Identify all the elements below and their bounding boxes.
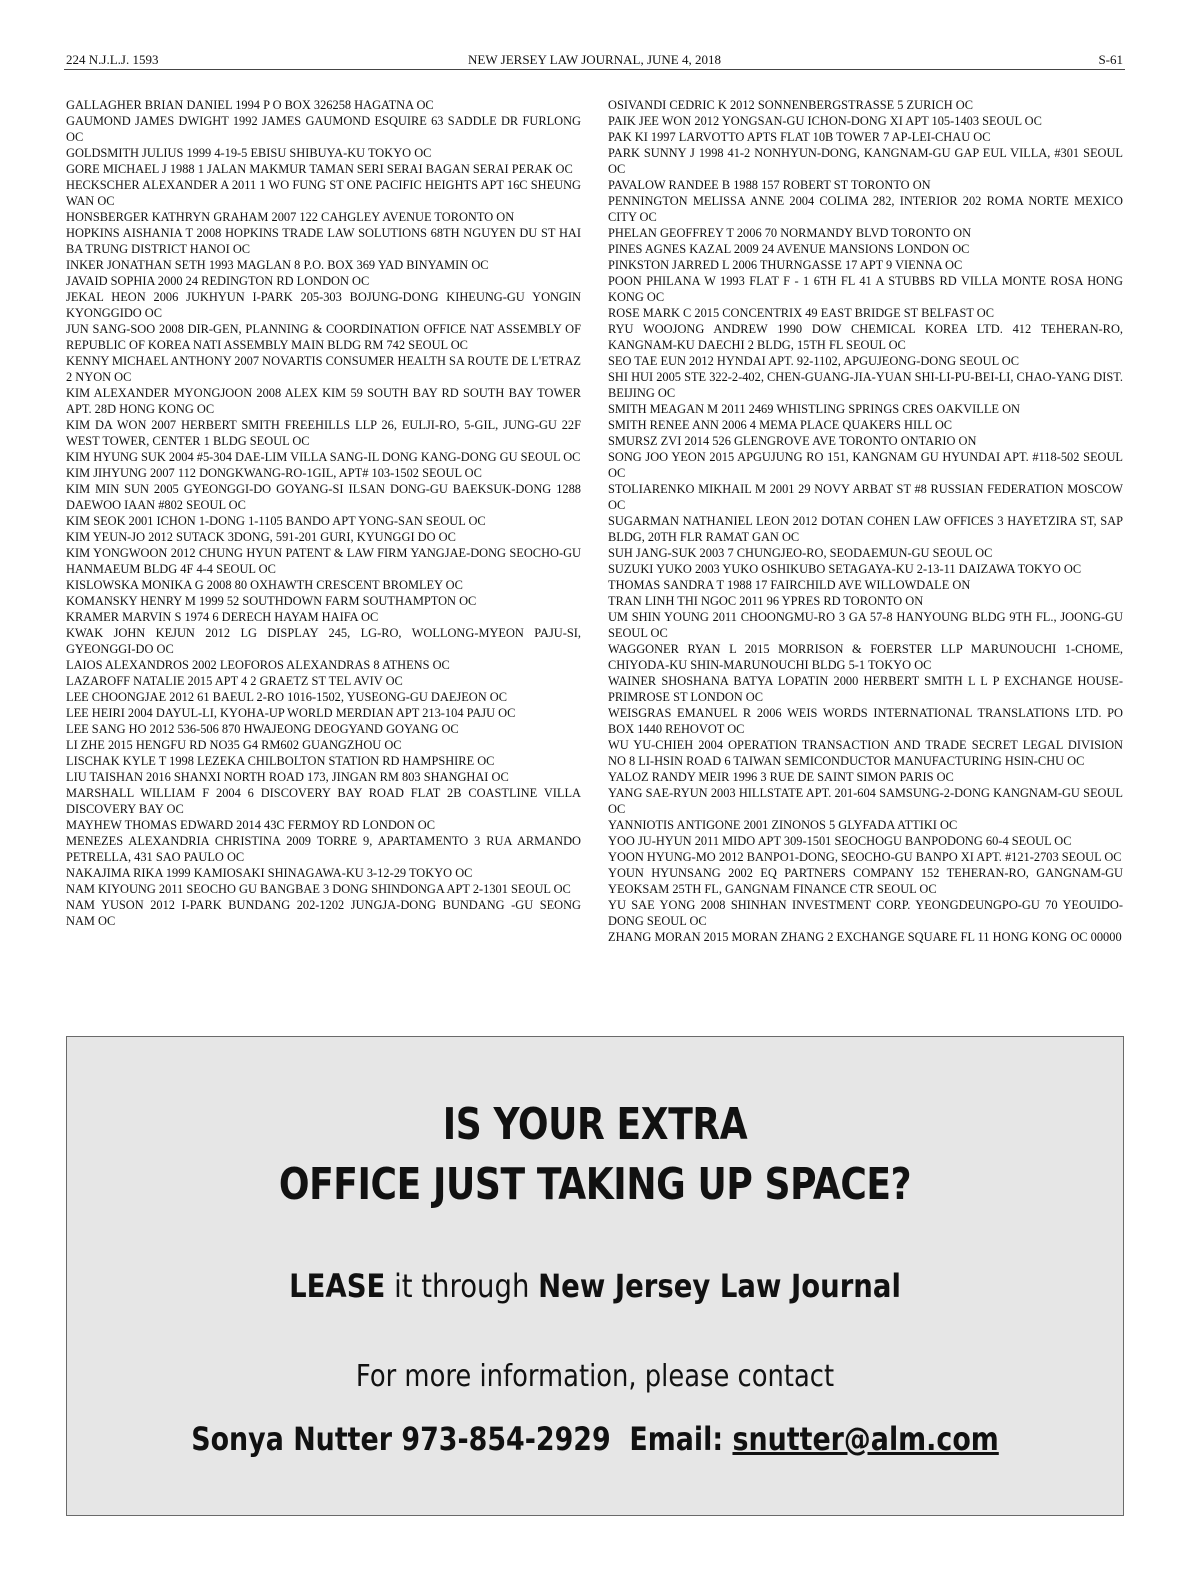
directory-entry: SEO TAE EUN 2012 HYNDAI APT. 92-1102, APGUJEONG-DONG SEOUL OC bbox=[608, 354, 1019, 368]
header-page-number: S-61 bbox=[1098, 52, 1123, 67]
directory-entry: YU SAE YONG 2008 SHINHAN INVESTMENT CORP. YEONGDEUNGPO-GU 70 YEOUIDO-DONG SEOUL OC bbox=[608, 898, 1123, 928]
directory-entry: YALOZ RANDY MEIR 1996 3 RUE DE SAINT SIMON PARIS OC bbox=[608, 770, 954, 784]
directory-entry: LISCHAK KYLE T 1998 LEZEKA CHILBOLTON STATION RD HAMPSHIRE OC bbox=[66, 754, 495, 768]
ad-headline-line-1: IS YOUR EXTRA bbox=[442, 1099, 748, 1150]
directory-entry: YOON HYUNG-MO 2012 BANPO1-DONG, SEOCHO-GU BANPO XI APT. #121-2703 SEOUL OC bbox=[608, 850, 1122, 864]
directory-entry: PINKSTON JARRED L 2006 THURNGASSE 17 APT 9 VIENNA OC bbox=[608, 258, 963, 272]
left-column bbox=[66, 97, 581, 929]
directory-entry: MENEZES ALEXANDRIA CHRISTINA 2009 TORRE 9, APARTAMENTO 3 RUA ARMANDO PETRELLA, 431 SAO PAULO OC bbox=[66, 834, 581, 864]
directory-entry: KIM SEOK 2001 ICHON 1-DONG 1-1105 BANDO APT YONG-SAN SEOUL OC bbox=[66, 514, 486, 528]
ad-lease-line bbox=[141, 1267, 1049, 1305]
ad-info-line: For more information, please contact bbox=[355, 1359, 835, 1394]
lease-advertisement bbox=[66, 1036, 1124, 1516]
ad-contact-name-phone: Sonya Nutter 973-854-2929 bbox=[191, 1420, 611, 1458]
directory-entry: KWAK JOHN KEJUN 2012 LG DISPLAY 245, LG-RO, WOLLONG-MYEON PAJU-SI, GYEONGGI-DO OC bbox=[66, 626, 581, 656]
directory-entry: SONG JOO YEON 2015 APGUJUNG RO 151, KANGNAM GU HYUNDAI APT. #118-502 SEOUL OC bbox=[608, 450, 1123, 480]
directory-entry: PAIK JEE WON 2012 YONGSAN-GU ICHON-DONG XI APT 105-1403 SEOUL OC bbox=[608, 114, 1042, 128]
directory-entry: OSIVANDI CEDRIC K 2012 SONNENBERGSTRASSE 5 ZURICH OC bbox=[608, 98, 973, 112]
directory-entry: GALLAGHER BRIAN DANIEL 1994 P O BOX 326258 HAGATNA OC bbox=[66, 98, 434, 112]
directory-entry: KENNY MICHAEL ANTHONY 2007 NOVARTIS CONSUMER HEALTH SA ROUTE DE L'ETRAZ 2 NYON OC bbox=[66, 354, 582, 384]
directory-entry: KIM ALEXANDER MYONGJOON 2008 ALEX KIM 59 SOUTH BAY RD SOUTH BAY TOWER APT. 28D HONG KONG OC bbox=[66, 386, 581, 416]
directory-entry: WU YU-CHIEH 2004 OPERATION TRANSACTION AND TRADE SECRET LEGAL DIVISION NO 8 LI-HSIN ROAD 6 TAIWAN SEMICONDUCTOR MANUFACTURING HSIN-CHU OC bbox=[608, 738, 1123, 768]
directory-entry: KIM JIHYUNG 2007 112 DONGKWANG-RO-1GIL, APT# 103-1502 SEOUL OC bbox=[66, 466, 482, 480]
directory-entry: LEE SANG HO 2012 536-506 870 HWAJEONG DEOGYAND GOYANG OC bbox=[66, 722, 459, 736]
ad-email-link[interactable]: snutter@alm.com bbox=[732, 1420, 999, 1458]
directory-entry: WEISGRAS EMANUEL R 2006 WEIS WORDS INTERNATIONAL TRANSLATIONS LTD. PO BOX 1440 REHOVOT OC bbox=[608, 706, 1123, 736]
directory-entry: SMITH MEAGAN M 2011 2469 WHISTLING SPRINGS CRES OAKVILLE ON bbox=[608, 402, 1020, 416]
directory-entry: SMITH RENEE ANN 2006 4 MEMA PLACE QUAKERS HILL OC bbox=[608, 418, 953, 432]
directory-entry: JEKAL HEON 2006 JUKHYUN I-PARK 205-303 BOJUNG-DONG KIHEUNG-GU YONGIN KYONGGIDO OC bbox=[66, 290, 581, 320]
right-column bbox=[608, 97, 1123, 945]
directory-entry: KIM YONGWOON 2012 CHUNG HYUN PATENT & LAW FIRM YANGJAE-DONG SEOCHO-GU HANMAEUM BLDG 4F 4-4 SEOUL OC bbox=[66, 546, 581, 576]
directory-entry: MARSHALL WILLIAM F 2004 6 DISCOVERY BAY ROAD FLAT 2B COASTLINE VILLA DISCOVERY BAY OC bbox=[66, 786, 581, 816]
directory-entry: SUGARMAN NATHANIEL LEON 2012 DOTAN COHEN LAW OFFICES 3 HAYETZIRA ST, SAP BLDG, 20TH FLR RAMAT GAN OC bbox=[608, 514, 1123, 544]
directory-entry: POON PHILANA W 1993 FLAT F - 1 6TH FL 41 A STUBBS RD VILLA MONTE ROSA HONG KONG OC bbox=[608, 274, 1123, 304]
directory-entry: YANNIOTIS ANTIGONE 2001 ZINONOS 5 GLYFADA ATTIKI OC bbox=[608, 818, 958, 832]
header-citation: 224 N.J.L.J. 1593 bbox=[66, 52, 159, 67]
directory-entry: NAM KIYOUNG 2011 SEOCHO GU BANGBAE 3 DONG SHINDONGA APT 2-1301 SEOUL OC bbox=[66, 882, 571, 896]
directory-entry: MAYHEW THOMAS EDWARD 2014 43C FERMOY RD LONDON OC bbox=[66, 818, 435, 832]
directory-entry: LAIOS ALEXANDROS 2002 LEOFOROS ALEXANDRAS 8 ATHENS OC bbox=[66, 658, 450, 672]
ad-lease-word: LEASE bbox=[289, 1267, 386, 1305]
directory-entry: YOO JU-HYUN 2011 MIDO APT 309-1501 SEOCHOGU BANPODONG 60-4 SEOUL OC bbox=[608, 834, 1072, 848]
directory-entry: RYU WOOJONG ANDREW 1990 DOW CHEMICAL KOREA LTD. 412 TEHERAN-RO, KANGNAM-KU DAECHI 2 BLDG, 15TH FL SEOUL OC bbox=[608, 322, 1123, 352]
ad-contact-line bbox=[151, 1420, 1038, 1458]
ad-brand-name: New Jersey Law Journal bbox=[538, 1267, 901, 1305]
directory-entry: LEE CHOONGJAE 2012 61 BAEUL 2-RO 1016-1502, YUSEONG-GU DAEJEON OC bbox=[66, 690, 507, 704]
directory-entry: HECKSCHER ALEXANDER A 2011 1 WO FUNG ST ONE PACIFIC HEIGHTS APT 16C SHEUNG WAN OC bbox=[66, 178, 581, 208]
directory-entry: LEE HEIRI 2004 DAYUL-LI, KYOHA-UP WORLD MERDIAN APT 213-104 PAJU OC bbox=[66, 706, 516, 720]
directory-entry: NAM YUSON 2012 I-PARK BUNDANG 202-1202 JUNGJA-DONG BUNDANG -GU SEONG NAM OC bbox=[66, 898, 581, 928]
directory-entry: LIU TAISHAN 2016 SHANXI NORTH ROAD 173, JINGAN RM 803 SHANGHAI OC bbox=[66, 770, 509, 784]
directory-entry: HONSBERGER KATHRYN GRAHAM 2007 122 CAHGLEY AVENUE TORONTO ON bbox=[66, 210, 515, 224]
directory-entry: KRAMER MARVIN S 1974 6 DERECH HAYAM HAIFA OC bbox=[66, 610, 379, 624]
directory-entry: PAK KI 1997 LARVOTTO APTS FLAT 10B TOWER 7 AP-LEI-CHAU OC bbox=[608, 130, 991, 144]
page-header bbox=[64, 50, 1125, 70]
directory-entry: LI ZHE 2015 HENGFU RD NO35 G4 RM602 GUANGZHOU OC bbox=[66, 738, 402, 752]
ad-email-label: Email: bbox=[629, 1420, 724, 1458]
directory-entry: PARK SUNNY J 1998 41-2 NONHYUN-DONG, KANGNAM-GU GAP EUL VILLA, #301 SEOUL OC bbox=[608, 146, 1123, 176]
directory-entry: PENNINGTON MELISSA ANNE 2004 COLIMA 282, INTERIOR 202 ROMA NORTE MEXICO CITY OC bbox=[608, 194, 1123, 224]
directory-entry: UM SHIN YOUNG 2011 CHOONGMU-RO 3 GA 57-8 HANYOUNG BLDG 9TH FL., JOONG-GU SEOUL OC bbox=[608, 610, 1123, 640]
directory-entry: GAUMOND JAMES DWIGHT 1992 JAMES GAUMOND ESQUIRE 63 SADDLE DR FURLONG OC bbox=[66, 114, 581, 144]
header-publication: NEW JERSEY LAW JOURNAL, JUNE 4, 2018 bbox=[468, 52, 721, 67]
directory-entry: KOMANSKY HENRY M 1999 52 SOUTHDOWN FARM SOUTHAMPTON OC bbox=[66, 594, 477, 608]
directory-entry: STOLIARENKO MIKHAIL M 2001 29 NOVY ARBAT ST #8 RUSSIAN FEDERATION MOSCOW OC bbox=[608, 482, 1123, 512]
directory-entry: SMURSZ ZVI 2014 526 GLENGROVE AVE TORONTO ONTARIO ON bbox=[608, 434, 977, 448]
directory-entry: PAVALOW RANDEE B 1988 157 ROBERT ST TORONTO ON bbox=[608, 178, 931, 192]
directory-entry: KIM YEUN-JO 2012 SUTACK 3DONG, 591-201 GURI, KYUNGGI DO OC bbox=[66, 530, 456, 544]
directory-entry: THOMAS SANDRA T 1988 17 FAIRCHILD AVE WILLOWDALE ON bbox=[608, 578, 971, 592]
directory-entry: KISLOWSKA MONIKA G 2008 80 OXHAWTH CRESCENT BROMLEY OC bbox=[66, 578, 463, 592]
ad-lease-mid: it through bbox=[385, 1267, 539, 1305]
directory-entry: YOUN HYUNSANG 2002 EQ PARTNERS COMPANY 152 TEHERAN-RO, GANGNAM-GU YEOKSAM 25TH FL, GANGNAM FINANCE CTR SEOUL OC bbox=[608, 866, 1123, 896]
directory-entry: JAVAID SOPHIA 2000 24 REDINGTON RD LONDON OC bbox=[66, 274, 370, 288]
directory-entry: KIM MIN SUN 2005 GYEONGGI-DO GOYANG-SI ILSAN DONG-GU BAEKSUK-DONG 1288 DAEWOO IAAN #802 SEOUL OC bbox=[66, 482, 581, 512]
directory-entry: LAZAROFF NATALIE 2015 APT 4 2 GRAETZ ST TEL AVIV OC bbox=[66, 674, 403, 688]
ad-headline-line-2: OFFICE JUST TAKING UP SPACE? bbox=[278, 1159, 912, 1210]
directory-entry: SUZUKI YUKO 2003 YUKO OSHIKUBO SETAGAYA-KU 2-13-11 DAIZAWA TOKYO OC bbox=[608, 562, 1082, 576]
directory-entry: NAKAJIMA RIKA 1999 KAMIOSAKI SHINAGAWA-KU 3-12-29 TOKYO OC bbox=[66, 866, 473, 880]
directory-entry: PHELAN GEOFFREY T 2006 70 NORMANDY BLVD TORONTO ON bbox=[608, 226, 972, 240]
directory-entry: KIM DA WON 2007 HERBERT SMITH FREEHILLS LLP 26, EULJI-RO, 5-GIL, JUNG-GU 22F WEST TOWER, CENTER 1 BLDG SEOUL OC bbox=[66, 418, 581, 448]
directory-entry: ROSE MARK C 2015 CONCENTRIX 49 EAST BRIDGE ST BELFAST OC bbox=[608, 306, 994, 320]
directory-entry: GORE MICHAEL J 1988 1 JALAN MAKMUR TAMAN SERI SERAI BAGAN SERAI PERAK OC bbox=[66, 162, 573, 176]
directory-entry: GOLDSMITH JULIUS 1999 4-19-5 EBISU SHIBUYA-KU TOKYO OC bbox=[66, 146, 432, 160]
directory-entry: JUN SANG-SOO 2008 DIR-GEN, PLANNING & COORDINATION OFFICE NAT ASSEMBLY OF REPUBLIC OF KOREA NATI ASSEMBLY MAIN BLDG RM 742 SEOUL OC bbox=[66, 322, 581, 352]
directory-entry: KIM HYUNG SUK 2004 #5-304 DAE-LIM VILLA SANG-IL DONG KANG-DONG GU SEOUL OC bbox=[66, 450, 581, 464]
directory-entry: WAINER SHOSHANA BATYA LOPATIN 2000 HERBERT SMITH L L P EXCHANGE HOUSE-PRIMROSE ST LONDON OC bbox=[608, 674, 1123, 704]
directory-entry: YANG SAE-RYUN 2003 HILLSTATE APT. 201-604 SAMSUNG-2-DONG KANGNAM-GU SEOUL OC bbox=[608, 786, 1123, 816]
directory-entry: TRAN LINH THI NGOC 2011 96 YPRES RD TORONTO ON bbox=[608, 594, 924, 608]
directory-entry: ZHANG MORAN 2015 MORAN ZHANG 2 EXCHANGE SQUARE FL 11 HONG KONG OC 00000 bbox=[608, 930, 1122, 944]
directory-entry: WAGGONER RYAN L 2015 MORRISON & FOERSTER LLP MARUNOUCHI 1-CHOME, CHIYODA-KU SHIN-MARUNOUCHI BLDG 5-1 TOKYO OC bbox=[608, 642, 1123, 672]
directory-entry: SHI HUI 2005 STE 322-2-402, CHEN-GUANG-JIA-YUAN SHI-LI-PU-BEI-LI, CHAO-YANG DIST. BEIJING OC bbox=[608, 370, 1123, 400]
directory-entry: PINES AGNES KAZAL 2009 24 AVENUE MANSIONS LONDON OC bbox=[608, 242, 970, 256]
directory-entry: HOPKINS AISHANIA T 2008 HOPKINS TRADE LAW SOLUTIONS 68TH NGUYEN DU ST HAI BA TRUNG DISTRICT HANOI OC bbox=[66, 226, 581, 256]
directory-entry: SUH JANG-SUK 2003 7 CHUNGJEO-RO, SEODAEMUN-GU SEOUL OC bbox=[608, 546, 993, 560]
directory-entry: INKER JONATHAN SETH 1993 MAGLAN 8 P.O. BOX 369 YAD BINYAMIN OC bbox=[66, 258, 489, 272]
